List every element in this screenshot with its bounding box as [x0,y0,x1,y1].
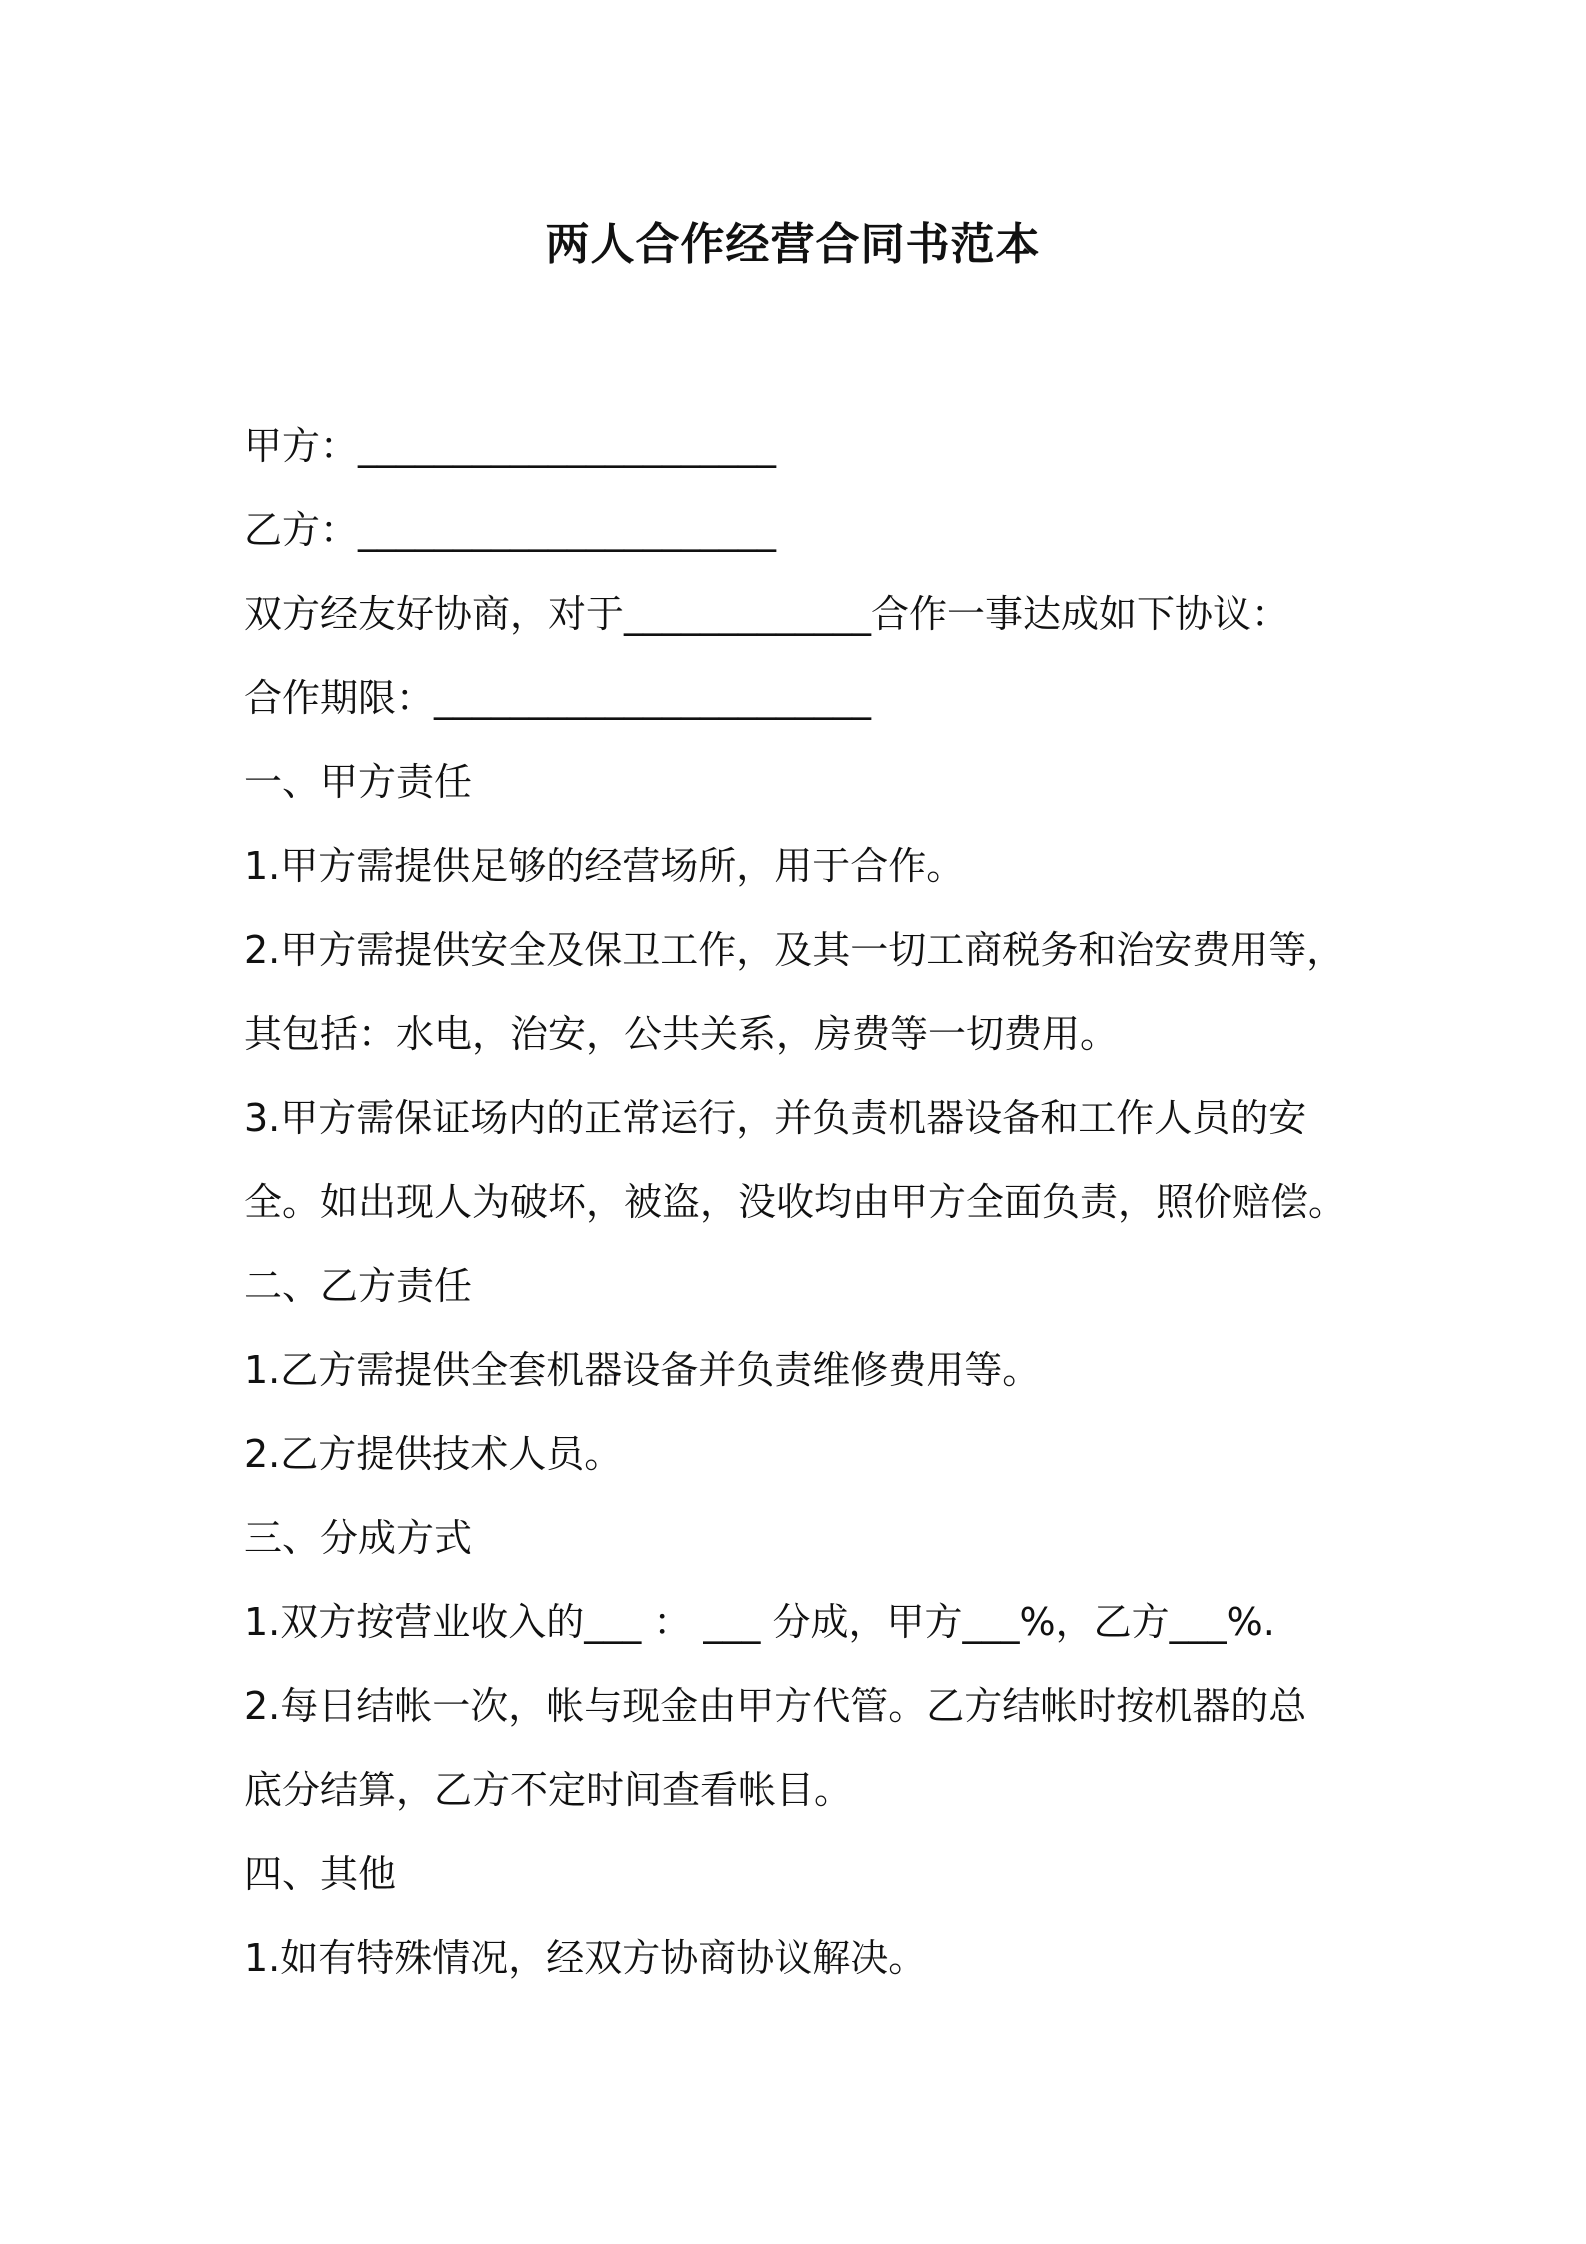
revenue-clause-2-line-2: 底分结算，乙方不定时间查看帐目。 [244,1768,853,1812]
party-a-clause-2-line-1: 2.甲方需提供安全及保卫工作，及其一切工商税务和治安费用等， [244,928,1345,972]
party-b-line: 乙方：______________________ [244,508,777,552]
section-revenue-sharing: 三、分成方式 [244,1516,473,1560]
section-party-a-responsibilities: 一、甲方责任 [244,760,473,804]
revenue-clause-2-line-1: 2.每日结帐一次，帐与现金由甲方代管。乙方结帐时按机器的总 [244,1684,1307,1728]
revenue-clause-1: 1.双方按营业收入的___ ： ___ 分成，甲方___%，乙方___%. [244,1600,1275,1644]
party-b-clause-1: 1.乙方需提供全套机器设备并负责维修费用等。 [244,1348,1041,1392]
section-party-b-responsibilities: 二、乙方责任 [244,1264,473,1308]
party-a-clause-3-line-2: 全。如出现人为破坏，被盗，没收均由甲方全面负责，照价赔偿。 [244,1180,1347,1224]
section-other: 四、其他 [244,1852,397,1896]
other-clause-1: 1.如有特殊情况，经双方协商协议解决。 [244,1936,927,1980]
agreement-intro-line: 双方经友好协商，对于_____________合作一事达成如下协议： [244,592,1290,636]
party-a-line: 甲方：______________________ [244,424,777,468]
document-title: 两人合作经营合同书范本 [545,219,1041,270]
cooperation-term-line: 合作期限：_______________________ [244,676,872,720]
contract-body [244,404,1374,2000]
party-a-clause-2-line-2: 其包括：水电，治安，公共关系，房费等一切费用。 [244,1012,1119,1056]
party-a-clause-3-line-1: 3.甲方需保证场内的正常运行，并负责机器设备和工作人员的安 [244,1096,1307,1140]
party-a-clause-1: 1.甲方需提供足够的经营场所，用于合作。 [244,844,965,888]
party-b-clause-2: 2.乙方提供技术人员。 [244,1432,623,1476]
